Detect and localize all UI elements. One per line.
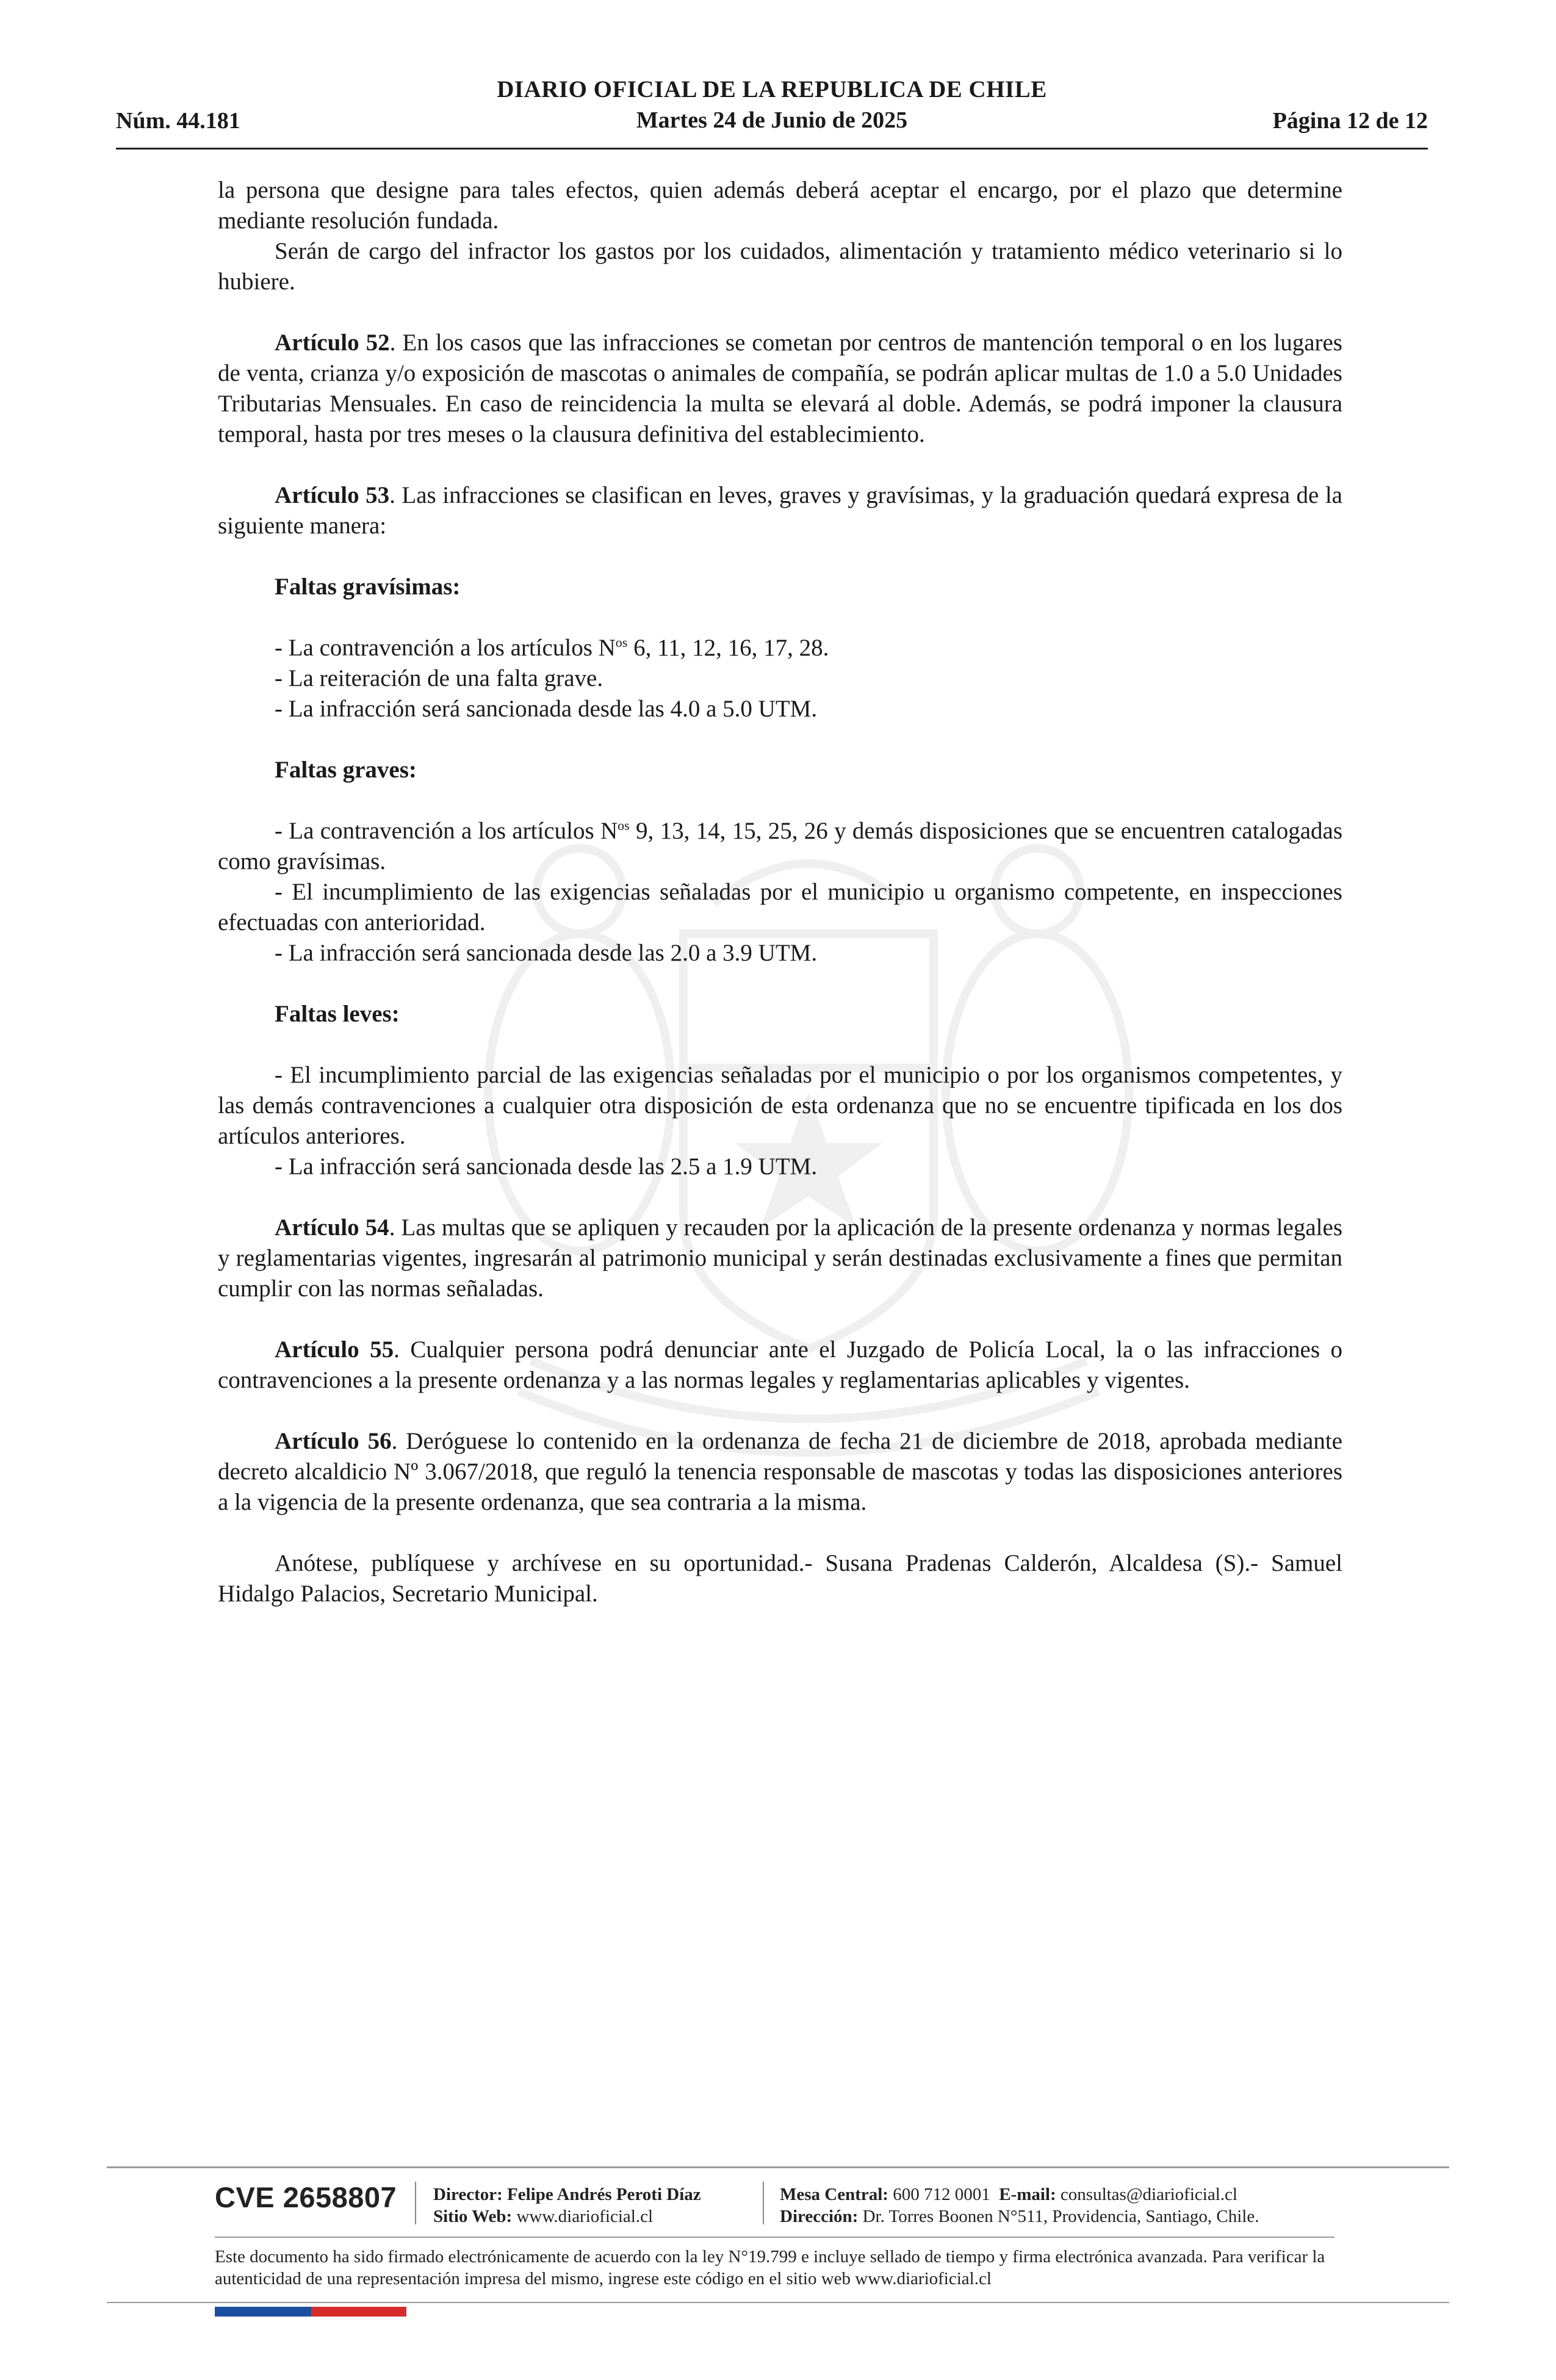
issue-number: Núm. 44.181 — [116, 108, 240, 134]
section-heading-graves: Faltas graves: — [275, 757, 417, 783]
article-text: . Las infracciones se clasifican en leves, graves y gravísimas, y la graduación quedará expresa de la siguiente manera: — [218, 482, 1342, 539]
article-label: Artículo 56 — [275, 1428, 392, 1454]
flag-stripe-red — [311, 2307, 406, 2317]
page-number: Página 12 de 12 — [1272, 108, 1428, 134]
paragraph: la persona que designe para tales efectos, quien además deberá aceptar el encargo, por el plazo que determine mediante resolución fundada. — [218, 177, 1342, 234]
paragraph: Serán de cargo del infractor los gastos por los cuidados, alimentación y tratamiento médico veterinario si lo hubiere. — [218, 238, 1342, 295]
mesa-phone: 600 712 0001 — [893, 2185, 990, 2204]
publication-title: DIARIO OFICIAL DE LA REPUBLICA DE CHILE — [497, 76, 1047, 103]
legal-notice: Este documento ha sido firmado electrónicamente de acuerdo con la ley N°19.799 e incluye sellado de tiempo y firma electrónica avanzada. Para verificar la autenticidad de una representación impresa del mismo, ingrese este código en el sitio web www.diarioficial.cl — [215, 2247, 1325, 2288]
email-label: E-mail: — [999, 2185, 1056, 2204]
section-heading-leves: Faltas leves: — [275, 1001, 400, 1027]
address-value: Dr. Torres Boonen N°511, Providencia, Santiago, Chile. — [862, 2207, 1259, 2226]
list-item: - La reiteración de una falta grave. — [275, 665, 603, 691]
article-56 — [218, 1426, 1342, 1518]
article-52 — [218, 328, 1342, 450]
cve-code: CVE 2658807 — [215, 2181, 397, 2213]
article-text: . En los casos que las infracciones se cometan por centros de mantención temporal o en los lugares de venta, crianza y/o exposición de mascotas o animales de compañía, se podrán aplicar multas de 1.0 a 5.0 Unidades Tributarias Mensuales. En caso de reincidencia la multa se elevará al doble. Además, se podrá imponer la clausura temporal, hasta por tres meses o la clausura definitiva del establecimiento. — [218, 330, 1342, 447]
flag-stripe-blue — [215, 2307, 311, 2317]
list-item: - El incumplimiento parcial de las exigencias señaladas por el municipio o por los organismos competentes, y las demás contravenciones a cualquier otra disposición de esta ordenanza que no se encuentre tipificada en los dos artículos anteriores. — [218, 1062, 1342, 1149]
list-item: - La contravención a los artículos $N^{os}$ 6, 11, 12, 16, 17, 28. — [275, 635, 829, 661]
footer-separator — [415, 2182, 416, 2224]
article-text: . Deróguese lo contenido en la ordenanza de fecha 21 de diciembre de 2018, aprobada mediante decreto alcaldicio Nº 3.067/2018, que reguló la tenencia responsable de mascotas y todas las disposiciones anteriores a la vigencia de la presente ordenanza, que sea contraria a la misma. — [218, 1428, 1342, 1515]
section-heading-gravisimas: Faltas gravísimas: — [275, 574, 461, 600]
article-55 — [218, 1335, 1342, 1396]
document-body — [218, 175, 1342, 1609]
list-item: - El incumplimiento de las exigencias señaladas por el municipio u organismo competente, en inspecciones efectuadas con anterioridad. — [218, 879, 1342, 936]
address-label: Dirección: — [780, 2207, 859, 2226]
publication-date: Martes 24 de Junio de 2025 — [636, 107, 908, 133]
email-link[interactable]: consultas@diarioficial.cl — [1060, 2185, 1237, 2204]
page-header — [116, 73, 1428, 150]
article-label: Artículo 52 — [275, 330, 390, 356]
footer-divider — [107, 2302, 1449, 2303]
article-text: . Las multas que se apliquen y recauden por la aplicación de la presente ordenanza y normas legales y reglamentarias vigentes, ingresarán al patrimonio municipal y serán destinadas exclusivamente a fines que permitan cumplir con las normas señaladas. — [218, 1214, 1342, 1302]
footer-divider — [107, 2166, 1449, 2168]
web-label: Sitio Web: — [433, 2207, 513, 2226]
article-label: Artículo 55 — [275, 1336, 394, 1363]
list-item: - La contravención a los artículos $N^{os}$ 9, 13, 14, 15, 25, 26 y demás disposiciones que se encuentren catalogadas como gravísimas. — [218, 818, 1342, 874]
article-label: Artículo 54 — [275, 1214, 389, 1241]
list-item: - La infracción será sancionada desde las 2.5 a 1.9 UTM. — [275, 1153, 818, 1180]
article-text: . Cualquier persona podrá denunciar ante el Juzgado de Policía Local, la o las infracciones o contravenciones a la presente ordenanza y a las normas legales y reglamentarias aplicables y vigentes. — [218, 1336, 1342, 1393]
footer-director-block — [433, 2183, 701, 2227]
article-53 — [218, 480, 1342, 541]
web-link[interactable]: www.diarioficial.cl — [516, 2207, 654, 2226]
closing-paragraph: Anótese, publíquese y archívese en su oportunidad.- Susana Pradenas Calderón, Alcaldesa (S).- Samuel Hidalgo Palacios, Secretario Municipal. — [218, 1550, 1342, 1607]
list-item: - La infracción será sancionada desde las 2.0 a 3.9 UTM. — [275, 940, 818, 966]
article-label: Artículo 53 — [275, 482, 390, 508]
list-item: - La infracción será sancionada desde las 4.0 a 5.0 UTM. — [275, 696, 818, 722]
footer-contact-block — [780, 2183, 1259, 2227]
article-54 — [218, 1213, 1342, 1304]
director-label: Director: Felipe Andrés Peroti Díaz — [433, 2185, 701, 2204]
mesa-label: Mesa Central: — [780, 2185, 888, 2204]
footer-divider — [215, 2237, 1334, 2238]
footer-separator — [763, 2182, 764, 2224]
